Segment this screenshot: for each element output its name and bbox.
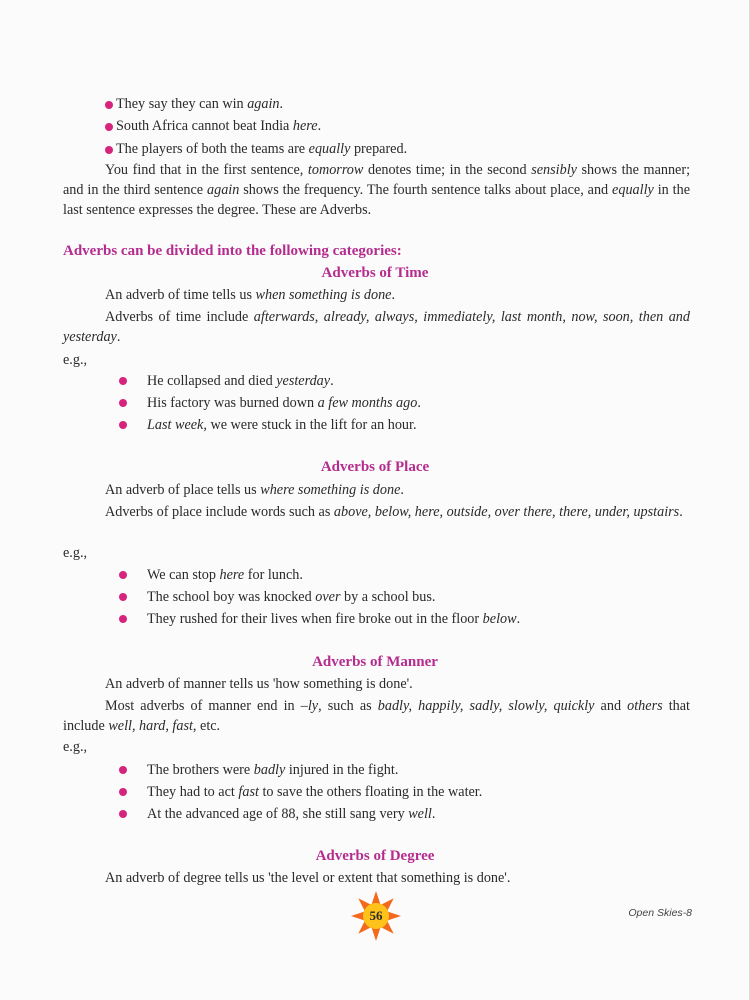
bullet-icon	[105, 101, 113, 109]
manner-examples-list: Most adverbs of manner end in –ly, such as badly, happily, sadly, slowly, quickly and others that include well, hard, fast, etc.	[63, 698, 690, 734]
eg-label: e.g.,	[63, 352, 88, 368]
bullet-icon	[119, 810, 127, 818]
eg-label: e.g.,	[63, 739, 88, 755]
list-item: They rushed for their lives when fire broke out in the floor below.	[147, 611, 521, 627]
list-item: At the advanced age of 88, she still sang very well.	[147, 806, 436, 822]
list-item: South Africa cannot beat India here.	[105, 116, 321, 136]
degree-definition: An adverb of degree tells us 'the level or extent that something is done'.	[105, 870, 511, 886]
series-title: Open Skies-8	[628, 907, 692, 919]
bullet-icon	[119, 399, 127, 407]
place-examples-list: Adverbs of place include words such as above, below, here, outside, over there, there, under, upstairs.	[105, 504, 683, 520]
categories-heading: Adverbs can be divided into the following categories:	[63, 243, 402, 259]
section-heading-place: Adverbs of Place	[320, 459, 430, 475]
bullet-icon	[105, 146, 113, 154]
time-definition: An adverb of time tells us when something is done.	[105, 287, 396, 303]
manner-definition: An adverb of manner tells us 'how something is done'.	[105, 676, 413, 692]
page-number-badge	[350, 890, 402, 942]
section-heading-time: Adverbs of Time	[321, 265, 429, 281]
list-item: We can stop here for lunch.	[147, 567, 303, 583]
bullet-icon	[119, 766, 127, 774]
list-item: They had to act fast to save the others floating in the water.	[147, 784, 483, 800]
section-heading-manner: Adverbs of Manner	[312, 654, 438, 670]
intro-paragraph: You find that in the first sentence, tomorrow denotes time; in the second sensibly shows the manner; and in the third sentence again shows the frequency. The fourth sentence talks about place, and equally in the last sentence expresses the degree. These are Adverbs.	[63, 162, 691, 218]
eg-label: e.g.,	[63, 545, 88, 561]
list-item: They say they can win again.	[105, 94, 283, 114]
bullet-icon	[119, 615, 127, 623]
list-item: The players of both the teams are equally prepared.	[105, 139, 407, 159]
section-heading-degree: Adverbs of Degree	[315, 848, 435, 864]
bullet-icon	[119, 593, 127, 601]
list-item: His factory was burned down a few months ago.	[147, 395, 421, 411]
bullet-icon	[119, 377, 127, 385]
page-number: 56	[369, 908, 383, 923]
bullet-icon	[119, 421, 127, 429]
bullet-icon	[119, 788, 127, 796]
list-item: Last week, we were stuck in the lift for an hour.	[147, 417, 417, 433]
list-item: The school boy was knocked over by a school bus.	[147, 589, 436, 605]
bullet-icon	[105, 123, 113, 131]
list-item: He collapsed and died yesterday.	[147, 373, 334, 389]
bullet-icon	[119, 571, 127, 579]
place-definition: An adverb of place tells us where something is done.	[105, 482, 404, 498]
list-item: The brothers were badly injured in the fight.	[147, 762, 399, 778]
time-examples-list: Adverbs of time include afterwards, already, always, immediately, last month, now, soon, then and yesterday.	[63, 309, 690, 345]
